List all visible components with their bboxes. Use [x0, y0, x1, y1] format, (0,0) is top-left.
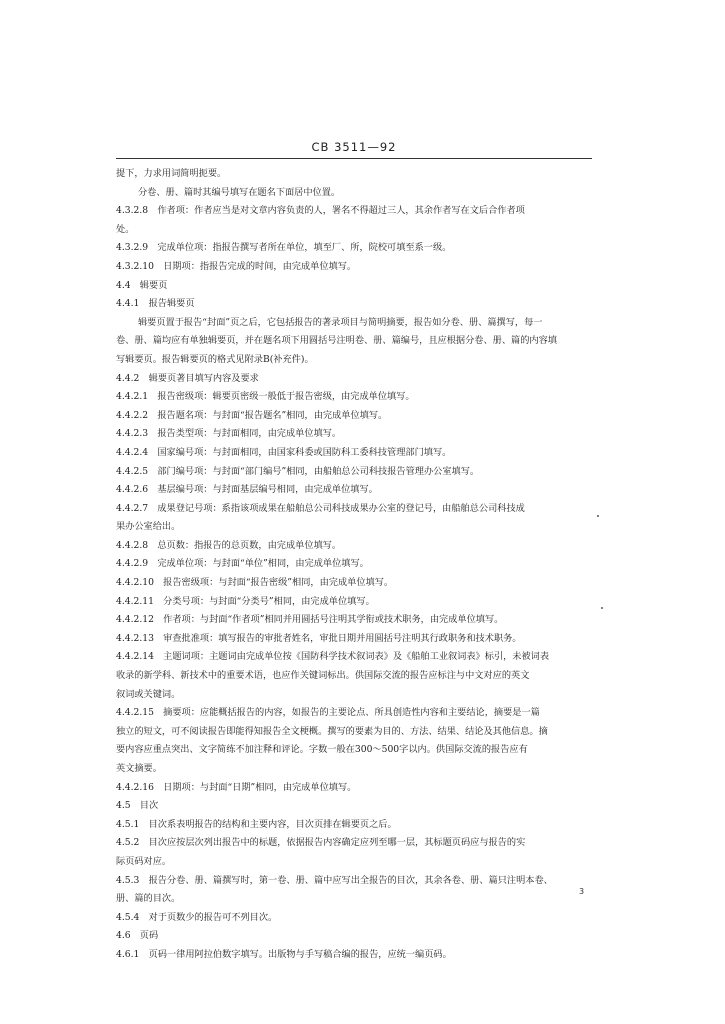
text-line: 4.4.2.1 报告密级项：辑要页密级一般低于报告密级，由完成单位填写。	[116, 391, 415, 403]
text-line: 4.4.2.4 国家编号项：与封面相同，由国家科委或国防科工委科技管理部门填写。	[116, 446, 452, 458]
text-line: 4.5.1 目次系表明报告的结构和主要内容，目次页排在辑要页之后。	[116, 818, 397, 830]
text-line: 4.4.2.9 完成单位项：与封面“单位”相同，由完成单位填写。	[116, 558, 369, 570]
text-line: 际页码对应。	[116, 855, 172, 867]
text-line: 果办公室给出。	[116, 521, 181, 533]
standard-code: CB 3511—92	[311, 140, 397, 154]
text-line: 4.6.1 页码一律用阿拉伯数字填写。出版物与手写稿合编的报告，应统一编页码。	[116, 948, 452, 960]
scan-speck	[597, 515, 599, 517]
text-line: 4.5.2 目次应按层次列出报告中的标题，依据报告内容确定应列至哪一层，其标题页码应与报告的实	[116, 837, 526, 849]
header-rule	[116, 158, 592, 159]
text-line: 收录的新学科、新技术中的重要术语，也应作关键词标出。供国际交流的报告应标注与中文对应的英文	[116, 670, 530, 682]
document-body	[116, 165, 592, 965]
text-line: 4.4.2.6 基层编号项：与封面基层编号相同，由完成单位填写。	[116, 484, 378, 496]
text-line: 提下，力求用词简明扼要。	[116, 168, 227, 179]
text-line: 4.5.3 报告分卷、册、篇撰写时，第一卷、册、篇中应写出全报告的目次，其余各卷、册、篇只注明本卷、	[116, 874, 553, 886]
text-line: 4.4.2 辑要页著目填写内容及要求	[116, 372, 259, 384]
text-line: 4.5.4 对于页数少的报告可不列目次。	[116, 911, 278, 923]
scan-speck	[601, 607, 603, 609]
text-line: 4.6 页码	[116, 930, 159, 942]
text-line: 册、篇的目次。	[116, 893, 181, 905]
text-line: 写辑要页。报告辑要页的格式见附录B(补充件)。	[116, 353, 314, 365]
text-line: 4.4.1 报告辑要页	[116, 298, 195, 310]
page-number: 3	[579, 887, 585, 896]
text-line: 英文摘要。	[116, 763, 162, 774]
page-header	[116, 136, 592, 159]
text-line: 4.4.2.2 报告题名项：与封面“报告题名”相同，由完成单位填写。	[116, 409, 388, 421]
text-line: 4.4.2.10 报告密级项：与封面“报告密级”相同，由完成单位填写。	[116, 577, 394, 589]
text-line: 4.4.2.12 作者项：与封面“作者项”相同并用圆括号注明其学衔或技术职务，由完成单位填写。	[116, 614, 504, 626]
text-line: 处。	[116, 223, 135, 235]
text-line: 独立的短文，可不阅读报告即能得知报告全文梗概。撰写的要素为目的、方法、结果、结论及其他信息。摘	[116, 725, 548, 737]
text-line: 叙词或关键词。	[116, 688, 181, 700]
text-line: 4.4.2.7 成果登记号项：系指该项成果在船舶总公司科技成果办公室的登记号，由船舶总公司科技成	[116, 502, 525, 514]
text-line: 4.4.2.15 摘要项：应能概括报告的内容，如报告的主要论点、所具创造性内容和主要结论，摘要是一篇	[116, 707, 540, 719]
text-line: 4.4.2.13 审查批准项：填写报告的审批者姓名，审批日期并用圆括号注明其行政职务和技术职务。	[116, 632, 522, 644]
text-line: 4.4.2.5 部门编号项：与封面“部门编号”相同，由船舶总公司科技报告管理办公室填写。	[116, 465, 480, 477]
text-line: 4.4.2.16 日期项：与封面“日期”相同，由完成单位填写。	[116, 781, 357, 793]
text-line: 分卷、册、篇时其编号填写在题名下面居中位置。	[138, 186, 341, 198]
text-line: 4.4 辑要页	[116, 279, 168, 291]
text-line: 4.3.2.10 日期项：指报告完成的时间，由完成单位填写。	[116, 260, 357, 272]
text-line: 4.5 目次	[116, 800, 159, 812]
text-line: 卷、册、篇均应有单独辑要页，并在题名项下用圆括号注明卷、册、篇编号，且应根据分卷、册、篇的内容填	[116, 335, 557, 347]
text-line: 4.4.2.3 报告类型项：与封面相同，由完成单位填写。	[116, 428, 342, 440]
text-line: 辑要页置于报告“封面”页之后，它包括报告的著录项目与简明摘要，报告如分卷、册、篇撰写，每一	[138, 316, 543, 328]
text-line: 4.3.2.9 完成单位项：指报告撰写者所在单位，填至厂、所，院校可填至系一级。	[116, 242, 452, 254]
text-line: 4.4.2.14 主题词项：主题词由完成单位按《国防科学技术叙词表》及《船舶工业叙词表》标引，未被词表	[116, 651, 550, 663]
text-line: 要内容应重点突出、文字简练不加注释和评论。字数一般在300～500字以内。供国际交流的报告应有	[116, 744, 528, 756]
text-line: 4.4.2.11 分类号项：与封面“分类号”相同，由完成单位填写。	[116, 595, 375, 607]
text-line: 4.3.2.8 作者项：作者应当是对文章内容负责的人，署名不得超过三人，其余作者写在文后合作者项	[116, 205, 525, 217]
text-line: 4.4.2.8 总页数：指报告的总页数，由完成单位填写。	[116, 539, 342, 551]
